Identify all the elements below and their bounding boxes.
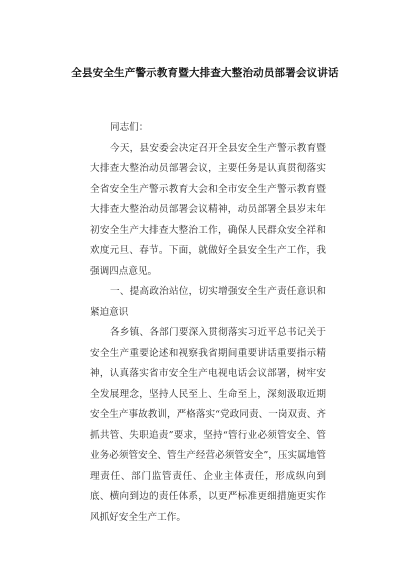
document-body [90,118,326,528]
document-title: 全县安全生产警示教育暨大排查大整治动员部署会议讲话 [71,67,339,79]
paragraph-intro: 今天，县安委会决定召开全县安全生产警示教育暨大排查大整治动员部署会议，主要任务是认真贯彻落实全省安全生产警示教育大会和全市安全生产警示教育暨大排查大整治动员部署会议精神，动员部署全县岁末年初安全生产大排查大整治工作，确保人民群众安全祥和欢度元旦、春节。下面，就做好全县安全生产工作，我强调四点意见。 [90,142,326,277]
salutation: 同志们： [110,122,149,133]
paragraph-section-1: 各乡镇、各部门要深入贯彻落实习近平总书记关于安全生产重要论述和视察我省期间重要讲话重要指示精神，认真落实省市安全生产电视电话会议部署，树牢安全发展理念，坚持人民至上、生命至上，深刻汲取近期安全生产事故教训，严格落实“党政同责、一岗双责、齐抓共管、失职追责”要求，坚持“管行业必须管安全、管业务必须管安全、管生产经营必须管安全”，压实属地管理责任、部门监管责任、企业主体责任，形成纵向到底、横向到边的责任体系，以更严标准更细措施更实作风抓好安全生产工作。 [90,327,326,523]
section-heading-1: 一、提高政治站位，切实增强安全生产责任意识和紧迫意识 [90,286,326,318]
